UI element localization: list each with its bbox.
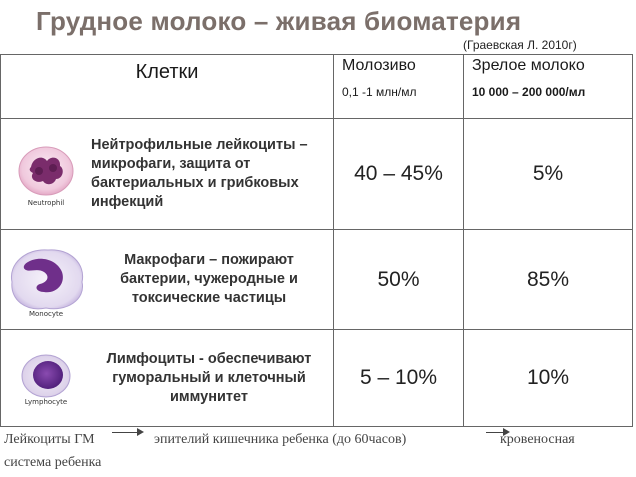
neutrophil-description: Нейтрофильные лейкоциты – микрофаги, защита от бактериальных и грибковых инфекций: [91, 137, 308, 210]
footer-note: [4, 432, 634, 471]
table-header-row: [1, 55, 633, 119]
mature-milk-count: 10 000 – 200 000/мл: [472, 85, 586, 99]
footer-leukocytes: Лейкоциты ГМ: [4, 432, 95, 447]
cell-type-cell: [1, 330, 334, 427]
neutrophil-colostrum-value: 40 – 45%: [334, 119, 464, 230]
footer-circulatory: кровеносная: [500, 432, 575, 447]
header-cells-label: Клетки: [135, 61, 199, 83]
mature-milk-label: Зрелое молоко: [472, 57, 585, 74]
header-cells: [1, 55, 334, 119]
monocyte-colostrum-value: 50%: [334, 230, 464, 330]
lymphocyte-description: Лимфоциты - обеспечивают гуморальный и клеточный иммунитет: [106, 350, 312, 405]
colostrum-label: Молозиво: [342, 57, 416, 74]
table-row: [1, 119, 633, 230]
colostrum-count: 0,1 -1 млн/мл: [342, 85, 417, 99]
lymphocyte-mature-value: 10%: [464, 330, 633, 427]
citation: (Граевская Л. 2010г): [463, 38, 577, 52]
monocyte-caption: Monocyte: [28, 309, 64, 318]
lymphocyte-icon: [17, 350, 75, 402]
header-colostrum: [334, 55, 464, 119]
lymphocyte-colostrum-value: 5 – 10%: [334, 330, 464, 427]
cell-composition-table: [0, 54, 633, 427]
monocyte-description: Макрофаги – пожирают бактерии, чужеродные и токсические частицы: [120, 252, 298, 306]
monocyte-image: [1, 242, 91, 318]
table-row: [1, 230, 633, 330]
neutrophil-caption: Neutrophil: [27, 199, 65, 207]
cell-type-cell: [1, 119, 334, 230]
neutrophil-image: [1, 141, 91, 207]
table-row: [1, 330, 633, 427]
lymphocyte-image: [1, 350, 91, 406]
neutrophil-mature-value: 5%: [464, 119, 633, 230]
header-mature-milk: [464, 55, 633, 119]
cell-type-cell: [1, 230, 334, 330]
monocyte-icon: [4, 242, 88, 314]
lymphocyte-caption: Lymphocyte: [24, 398, 68, 406]
footer-epithelium: эпителий кишечника ребенка (до 60часов): [154, 432, 407, 447]
monocyte-mature-value: 85%: [464, 230, 633, 330]
neutrophil-icon: [13, 141, 79, 203]
footer-system: система ребенка: [4, 455, 102, 470]
page-title: Грудное молоко – живая биоматерия: [36, 6, 522, 36]
arrow-right-icon: [112, 432, 142, 433]
